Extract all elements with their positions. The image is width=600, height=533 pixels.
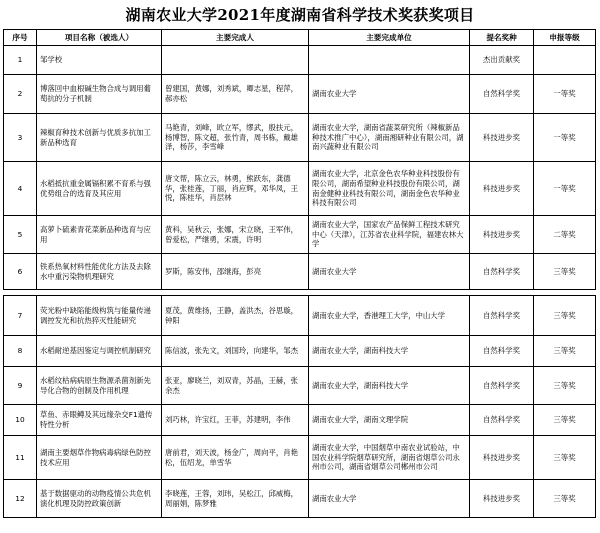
cell-people: [162, 46, 309, 75]
cell-level: 一等奖: [534, 162, 596, 216]
cell-units: 湖南农业大学，湖南科技大学: [309, 336, 470, 367]
cell-units: [309, 46, 470, 75]
cell-units: 湖南农业大学，北京金色农华种业科技股份有限公司，湖南希望种业科技股份有限公司，湖南金健种业科技有限公司，湖南金色农华种业科技有限公司: [309, 162, 470, 216]
table-row: [4, 480, 596, 518]
table-row: [4, 75, 596, 114]
cell-level: 三等奖: [534, 296, 596, 336]
cell-people: 陈信波，张先文，刘国玲，向建华，邹杰: [162, 336, 309, 367]
cell-no: 4: [4, 162, 37, 216]
cell-people: 唐文帮，陈立云，林勇，熊跃东，龚德华，张桂莲，丁丽，肖应辉，邓华凤，王悦，陈桂华，肖层林: [162, 162, 309, 216]
cell-project-name: 高萝卜硫素青花菜新品种选育与应用: [37, 216, 162, 254]
cell-award: 科技进步奖: [470, 216, 534, 254]
table-row: [4, 114, 596, 162]
cell-units: 湖南农业大学: [309, 480, 470, 518]
cell-units: 湖南农业大学，国家农产品保鲜工程技术研究中心（天津），江苏省农业科学院，福建农林大学: [309, 216, 470, 254]
cell-award: 科技进步奖: [470, 436, 534, 480]
cell-project-name: 水稻耐逆基因鉴定与调控机制研究: [37, 336, 162, 367]
header-no: 序号: [4, 30, 37, 46]
header-people: 主要完成人: [162, 30, 309, 46]
header-level: 申报等级: [534, 30, 596, 46]
cell-project-name: 博落回中血根碱生物合成与调用葡萄抗的分子机制: [37, 75, 162, 114]
table-row: [4, 254, 596, 290]
cell-project-name: 荧光粉中缺陷能级构筑与能量传递调控发光和抗热猝灭性能研究: [37, 296, 162, 336]
header-award: 提名奖种: [470, 30, 534, 46]
cell-project-name: 邹学校: [37, 46, 162, 75]
cell-people: 唐前君，刘天波，杨金广，周向平，肖艳松，伍绍龙，单雪华: [162, 436, 309, 480]
award-table-container: [3, 29, 595, 518]
cell-units: 湖南农业大学: [309, 254, 470, 290]
cell-project-name: 水稻纹枯病病原生物源杀菌剂新先导化合物的创制及作用机理: [37, 367, 162, 405]
award-table: [3, 29, 596, 518]
table-row: [4, 162, 596, 216]
header-row: [4, 30, 596, 46]
cell-project-name: 铁系热氧材料性能优化方法及去除水中重污染物机理研究: [37, 254, 162, 290]
cell-level: 二等奖: [534, 216, 596, 254]
cell-award: 自然科学奖: [470, 254, 534, 290]
cell-level: 三等奖: [534, 405, 596, 436]
cell-people: 罗斯，陈安伟，邵继海，彭亮: [162, 254, 309, 290]
cell-no: 10: [4, 405, 37, 436]
cell-people: 曾建国，黄娜，刘秀斌，卿志星，程萍，郝亦松: [162, 75, 309, 114]
cell-level: [534, 46, 596, 75]
cell-units: 湖南农业大学，中国烟草中南农业试验站，中国农业科学院烟草研究所，湖南省烟草公司永州市公司，湖南省烟草公司郴州市公司: [309, 436, 470, 480]
cell-project-name: 基于数据驱动的动物疫情公共危机演化机理及防控政策创新: [37, 480, 162, 518]
cell-no: 6: [4, 254, 37, 290]
table-row: [4, 367, 596, 405]
cell-units: 湖南农业大学，香港理工大学，中山大学: [309, 296, 470, 336]
cell-level: 三等奖: [534, 336, 596, 367]
cell-units: 湖南农业大学: [309, 75, 470, 114]
cell-award: 杰出贡献奖: [470, 46, 534, 75]
cell-level: 一等奖: [534, 75, 596, 114]
table-row: [4, 336, 596, 367]
table-row: [4, 216, 596, 254]
cell-people: 李晓莲，王蓉，刘玮，吴松江，邱威梅，周丽娟，陈梦雅: [162, 480, 309, 518]
cell-award: 自然科学奖: [470, 296, 534, 336]
cell-level: 三等奖: [534, 254, 596, 290]
cell-people: 刘巧林，许宝红，王菲，苏建明，李伟: [162, 405, 309, 436]
cell-level: 一等奖: [534, 114, 596, 162]
header-project-name: 项目名称（被选人）: [37, 30, 162, 46]
cell-no: 7: [4, 296, 37, 336]
cell-project-name: 辣椒育种技术创新与优质多抗加工新品种选育: [37, 114, 162, 162]
cell-people: 马艳青，刘峰，欧立军，缪武，殷扶元，杨博智，陈文超，张竹青，周书栋，戴雄泽，杨莎，李雪峰: [162, 114, 309, 162]
table-row: [4, 405, 596, 436]
cell-people: 张亚，廖晓兰，刘双青，苏晶，王赫，张余杰: [162, 367, 309, 405]
header-units: 主要完成单位: [309, 30, 470, 46]
cell-award: 自然科学奖: [470, 336, 534, 367]
cell-award: 自然科学奖: [470, 367, 534, 405]
table-row: [4, 296, 596, 336]
cell-no: 8: [4, 336, 37, 367]
cell-award: 自然科学奖: [470, 75, 534, 114]
cell-no: 5: [4, 216, 37, 254]
cell-project-name: 湖南主要烟草作物病毒病绿色防控技术应用: [37, 436, 162, 480]
cell-level: 三等奖: [534, 367, 596, 405]
cell-level: 三等奖: [534, 436, 596, 480]
cell-award: 自然科学奖: [470, 405, 534, 436]
cell-award: 科技进步奖: [470, 162, 534, 216]
table-row: [4, 436, 596, 480]
document-title: 湖南农业大学2021年度湖南省科学技术奖获奖项目: [125, 6, 475, 24]
cell-no: 9: [4, 367, 37, 405]
cell-project-name: 草鱼、赤眼鳟及其远缘杂交F1遗传特性分析: [37, 405, 162, 436]
table-row: [4, 46, 596, 75]
cell-units: 湖南农业大学，湖南科技大学: [309, 367, 470, 405]
cell-no: 11: [4, 436, 37, 480]
cell-units: 湖南农业大学，湖南省蔬菜研究所（辣椒新品种技术推广中心），湖南湘研种业有限公司，湖南兴蔬种业有限公司: [309, 114, 470, 162]
cell-no: 3: [4, 114, 37, 162]
cell-people: 夏茂，黄维扬，王静，盖洪杰，谷思璇，钟阳: [162, 296, 309, 336]
cell-people: 黄科，吴秋云，张娜，宋立晓，王军伟，曾爱松，严继勇，宋震，许明: [162, 216, 309, 254]
cell-no: 12: [4, 480, 37, 518]
cell-no: 2: [4, 75, 37, 114]
cell-award: 科技进步奖: [470, 480, 534, 518]
cell-award: 科技进步奖: [470, 114, 534, 162]
cell-units: 湖南农业大学，湖南文理学院: [309, 405, 470, 436]
cell-project-name: 水稻抵抗重金属镉积累不育系与强优势组合的选育及其应用: [37, 162, 162, 216]
cell-no: 1: [4, 46, 37, 75]
cell-level: 三等奖: [534, 480, 596, 518]
